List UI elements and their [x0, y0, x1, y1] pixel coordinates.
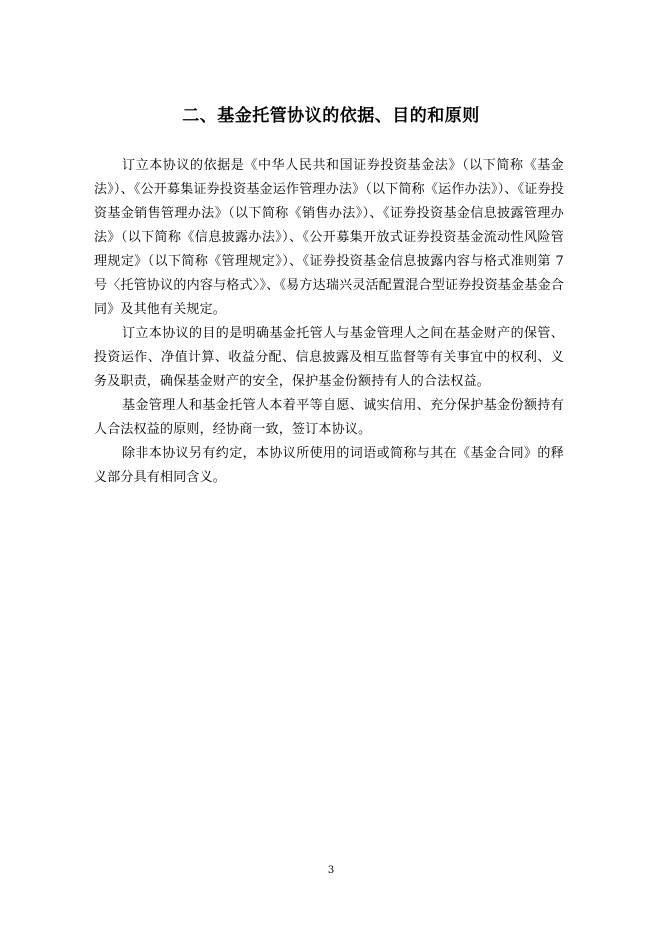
paragraph-definitions: 除非本协议另有约定，本协议所使用的词语或简称与其在《基金合同》的释义部分具有相同含义。 [94, 446, 564, 485]
paragraph-purpose: 订立本协议的目的是明确基金托管人与基金管理人之间在基金财产的保管、投资运作、净值计算、收益分配、信息披露及相互监督等有关事宜中的权利、义务及职责，确保基金财产的安全，保护基金份额持有人的合法权益。 [94, 326, 564, 389]
paragraph-principle: 基金管理人和基金托管人本着平等自愿、诚实信用、充分保护基金份额持有人合法权益的原则，经协商一致，签订本协议。 [94, 398, 564, 437]
paragraph-basis: 订立本协议的依据是《中华人民共和国证券投资基金法》（以下简称《基金法》）、《公开募集证券投资基金运作管理办法》（以下简称《运作办法》）、《证券投资基金销售管理办法》（以下简称《销售办法》）、《证券投资基金信息披露管理办法》（以下简称《信息披露办法》）、《公开募集开放式证券投资基金流动性风险管理规定》（以下简称《管理规定》）、《证券投资基金信息披露内容与格式准则第 7 号〈托管协议的内容与格式〉》、《易方达瑞兴灵活配置混合型证券投资基金基金合同》及其他有关规定。 [94, 158, 564, 317]
section-title: 二、基金托管协议的依据、目的和原则 [182, 106, 480, 126]
page-number: 3 [327, 865, 335, 876]
body-text [94, 154, 564, 490]
